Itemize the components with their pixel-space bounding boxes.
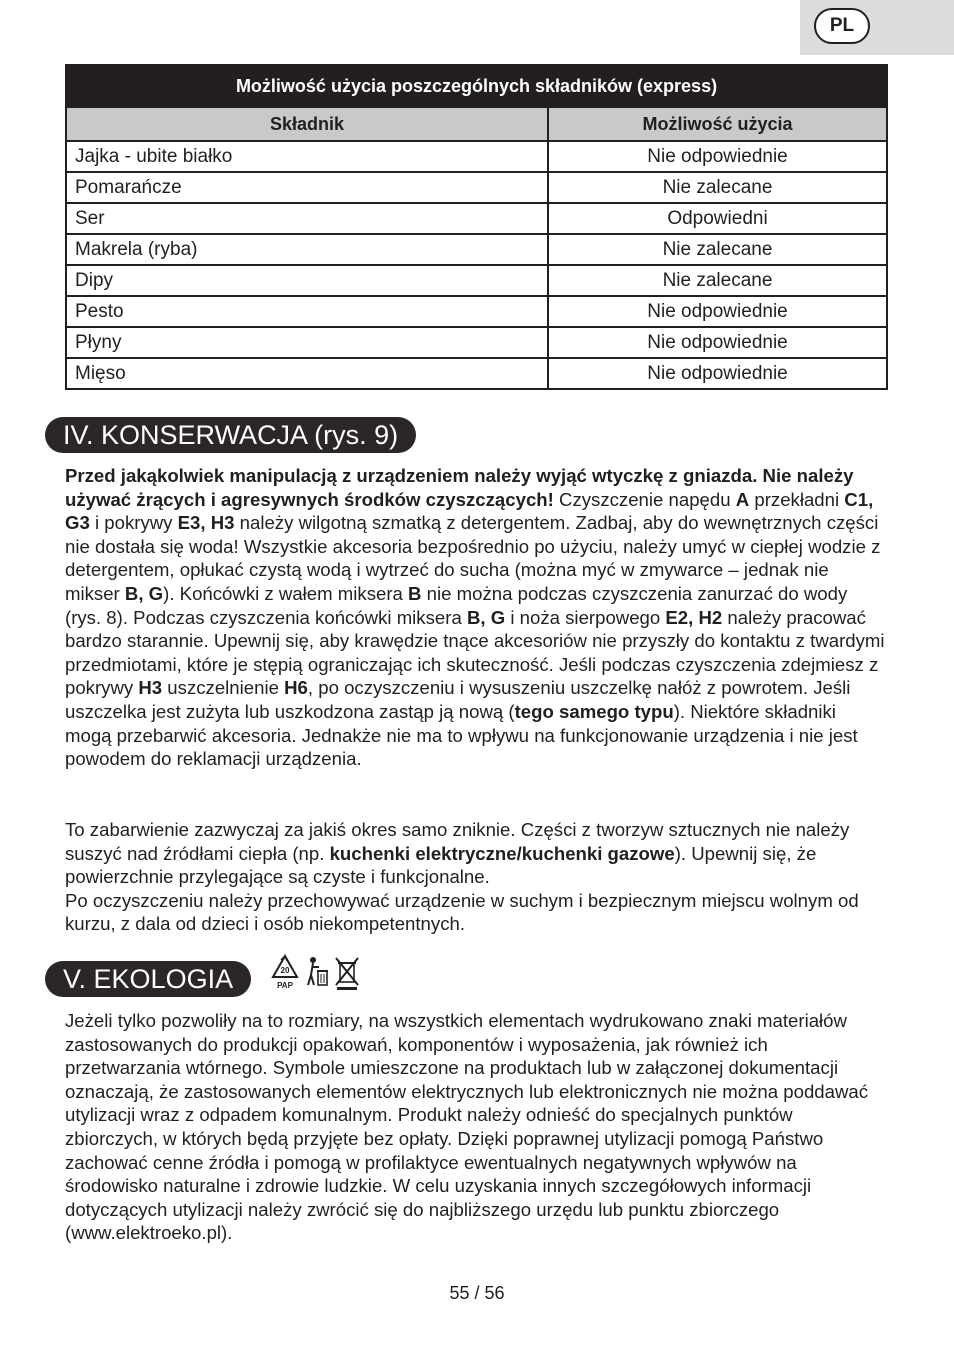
ingredient-cell: Płyny — [66, 327, 548, 358]
recycle-pap-20-icon — [270, 954, 300, 992]
table-row — [66, 265, 887, 296]
column-header-ingredient: Składnik — [66, 107, 548, 141]
maintenance-paragraph-2: To zabarwienie zazwyczaj za jakiś okres samo zniknie. Części z tworzyw sztucznych nie należy suszyć nad źródłami ciepła (np. kuchenki elektryczne/kuchenki gazowe). Upewnij się, że powierzchnie przylegające są czyste i funkcjonalne. Po oczyszczeniu należy przechowywać urządzenie w suchym i bezpiecznym miejscu wolnym od kurzu, z dala od dzieci i osób niekompetentnych. — [65, 819, 859, 935]
table-row — [66, 203, 887, 234]
table-row — [66, 327, 887, 358]
ecology-icons — [270, 954, 360, 992]
table-row — [66, 358, 887, 389]
usability-cell: Nie odpowiednie — [548, 358, 887, 389]
table-row — [66, 141, 887, 172]
ingredient-cell: Jajka - ubite białko — [66, 141, 548, 172]
column-header-usability: Możliwość użycia — [548, 107, 887, 141]
ingredient-cell: Pesto — [66, 296, 548, 327]
ingredient-cell: Pomarańcze — [66, 172, 548, 203]
table-row — [66, 296, 887, 327]
svg-text:20: 20 — [280, 966, 290, 975]
table-row — [66, 172, 887, 203]
language-badge: PL — [814, 8, 870, 44]
usability-cell: Nie zalecane — [548, 234, 887, 265]
maintenance-paragraph: Przed jakąkolwiek manipulacją z urządzeniem należy wyjąć wtyczkę z gniazda. Nie należy używać żrących i agresywnych środków czyszczących! Czyszczenie napędu A przekładni C1, G3 i pokrywy E3, H3 należy wilgotną szmatką z detergentem. Zadbaj, aby do wewnętrznych części nie dostała się woda! Wszystkie akcesoria bezpośrednio po użyciu, należy umyć w ciepłej wodzie z detergentem, opłukać czystą wodą i wytrzeć do sucha (można myć w zmywarce – jednak nie mikser B, G). Końcówki z wałem miksera B nie można podczas czyszczenia zanurzać do wody (rys. 8). Podczas czyszczenia końcówki miksera B, G i noża sierpowego E2, H2 należy pracować bardzo starannie. Upewnij się, aby krawędzie tnące akcesoriów nie przyszły do kontaktu z twardymi przedmiotami, które je stępią ograniczając ich skuteczność. Jeśli podczas czyszczenia zdejmiesz z pokrywy H3 uszczelnienie H6, po oczyszczeniu i wysuszeniu uszczelkę nałóż z powrotem. Jeśli uszczelka jest zużyta lub uszkodzona zastąp ją nową (tego samego typu). Niektóre składniki mogą przebarwić akcesoria. Jednakże nie ma to wpływu na funkcjonowanie urządzenia i nie jest powodem do reklamacji urządzenia. — [65, 465, 885, 770]
section-heading-maintenance: IV. KONSERWACJA (rys. 9) — [45, 417, 416, 453]
ingredient-cell: Dipy — [66, 265, 548, 296]
usability-cell: Nie odpowiednie — [548, 327, 887, 358]
ingredient-cell: Makrela (ryba) — [66, 234, 548, 265]
usability-cell: Nie zalecane — [548, 265, 887, 296]
ingredients-table — [65, 64, 888, 390]
section-heading-ecology: V. EKOLOGIA — [45, 961, 251, 997]
table-row — [66, 234, 887, 265]
table-title: Możliwość użycia poszczególnych składników (express) — [66, 65, 887, 107]
tidyman-bin-icon — [304, 955, 330, 991]
crossed-bin-icon — [334, 955, 360, 991]
ingredient-cell: Ser — [66, 203, 548, 234]
usability-cell: Nie odpowiednie — [548, 141, 887, 172]
svg-text:PAP: PAP — [277, 981, 293, 990]
ecology-paragraph: Jeżeli tylko pozwoliły na to rozmiary, na wszystkich elementach wydrukowano znaki materiałów zastosowanych do produkcji opakowań, komponentów i wyposażenia, jak również ich przetwarzania wtórnego. Symbole umieszczone na produktach lub w załączonej dokumentacji oznaczają, że zastosowanych elementów elektrycznych lub elektronicznych nie można poddawać utylizacji wraz z odpadem komunalnym. Produkt należy odnieść do specjalnych punktów zbiorczych, w których będą przyjęte bez opłaty. Dzięki poprawnej utylizacji pomogą Państwo zachować cenne źródła i pomogą w profilaktyce ewentualnych negatywnych wpływów na środowisko naturalne i zdrowie ludzkie. W celu uzyskania innych szczegółowych informacji dotyczących utylizacji należy zwrócić się do najbliższego urzędu lub punktu zbiorczego (www.elektroeko.pl). — [65, 1010, 869, 1244]
usability-cell: Nie odpowiednie — [548, 296, 887, 327]
page-number: 55 / 56 — [449, 1283, 505, 1303]
usability-cell: Nie zalecane — [548, 172, 887, 203]
ingredient-cell: Mięso — [66, 358, 548, 389]
usability-cell: Odpowiedni — [548, 203, 887, 234]
